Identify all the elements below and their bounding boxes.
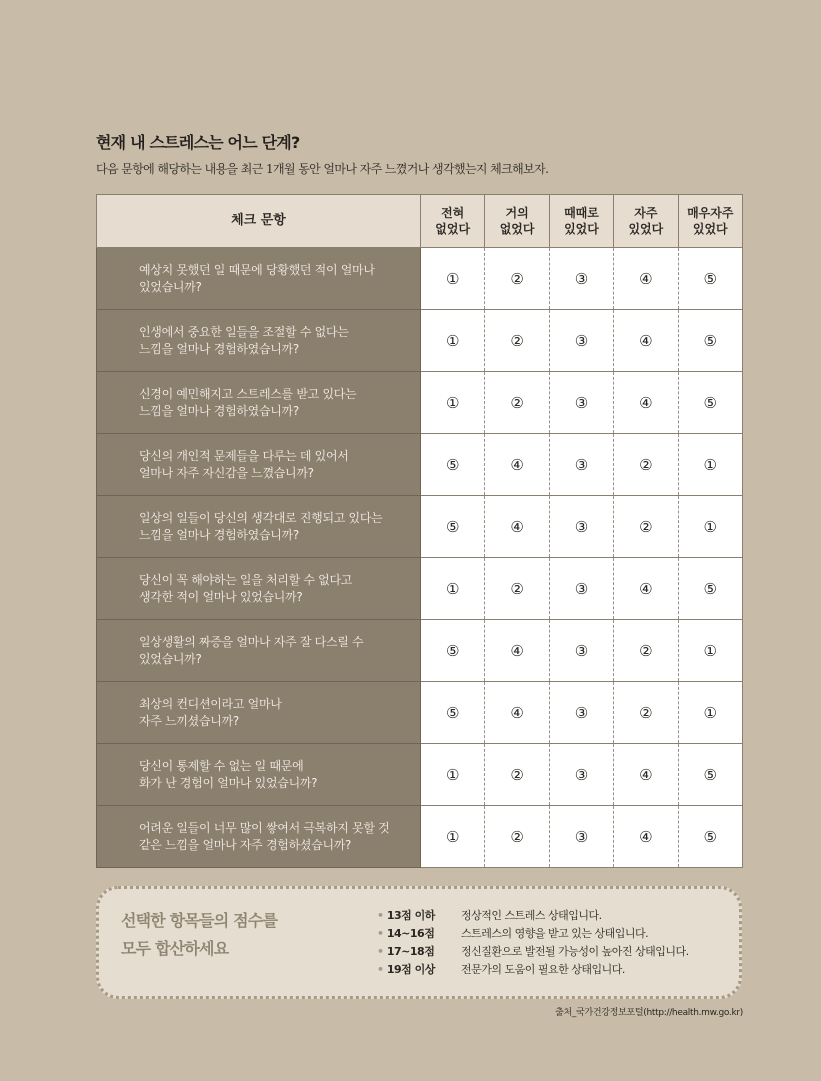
table-header-row [97,195,743,248]
summary-title-line: 모두 합산하세요 [121,939,229,958]
score-option-cell[interactable]: ③ [549,744,613,806]
question-cell [97,558,421,620]
question-text-line: 신경이 예민해지고 스트레스를 받고 있다는 [139,386,357,401]
table-body [97,248,743,868]
score-description: 정상적인 스트레스 상태입니다. [461,909,602,922]
score-option-cell[interactable]: ⑤ [678,310,742,372]
option-header-line: 매우자주 [687,206,734,220]
question-text-line: 예상치 못했던 일 때문에 당황했던 적이 얼마나 [139,262,375,277]
score-option-cell[interactable]: ② [485,744,549,806]
score-range-item [377,943,689,961]
score-option-cell[interactable]: ② [614,434,678,496]
question-cell [97,496,421,558]
option-header-line: 없었다 [499,222,535,236]
score-option-cell[interactable]: ② [614,496,678,558]
score-option-cell[interactable]: ③ [549,496,613,558]
score-option-cell[interactable]: ② [614,682,678,744]
question-cell [97,620,421,682]
score-option-cell[interactable]: ④ [614,806,678,868]
option-header [678,195,742,248]
question-text-line: 당신의 개인적 문제들을 다루는 데 있어서 [139,448,349,463]
score-option-cell[interactable]: ③ [549,310,613,372]
question-text-line: 느낌을 얼마나 경험하였습니까? [139,403,299,418]
score-option-cell[interactable]: ③ [549,372,613,434]
question-text-line: 화가 난 경험이 얼마나 있었습니까? [139,775,318,790]
score-option-cell[interactable]: ② [485,248,549,310]
question-cell [97,682,421,744]
score-option-cell[interactable]: ③ [549,620,613,682]
summary-title-line: 선택한 항목들의 점수를 [121,911,278,930]
score-option-cell[interactable]: ① [678,496,742,558]
option-header [614,195,678,248]
table-row [97,372,743,434]
score-option-cell[interactable]: ④ [485,682,549,744]
score-description: 전문가의 도움이 필요한 상태입니다. [461,963,625,976]
score-range-item [377,925,689,943]
score-range: • 17~18점 [377,943,461,961]
table-row [97,744,743,806]
option-header-line: 때때로 [564,206,599,220]
stress-checklist-table [96,194,743,868]
question-cell [97,806,421,868]
question-text-line: 얼마나 자주 자신감을 느꼈습니까? [139,465,314,480]
score-option-cell[interactable]: ① [421,744,485,806]
question-text-line: 인생에서 중요한 일들을 조절할 수 없다는 [139,324,349,339]
score-option-cell[interactable]: ③ [549,248,613,310]
option-header-line: 있었다 [564,222,599,236]
score-option-cell[interactable]: ⑤ [678,372,742,434]
question-text-line: 어려운 일들이 너무 많이 쌓여서 극복하지 못할 것 [139,820,390,835]
table-row [97,558,743,620]
question-text-line: 일상의 일들이 당신의 생각대로 진행되고 있다는 [139,510,383,525]
question-text-line: 생각한 적이 얼마나 있었습니까? [139,589,303,604]
page-title: 현재 내 스트레스는 어느 단계? [96,133,300,152]
question-cell [97,372,421,434]
question-text-line: 느낌을 얼마나 경험하였습니까? [139,527,299,542]
score-option-cell[interactable]: ④ [614,248,678,310]
page-subtitle: 다음 문항에 해당하는 내용을 최근 1개월 동안 얼마나 자주 느꼈거나 생각했는지 체크해보자. [96,162,549,176]
question-text-line: 당신이 통제할 수 없는 일 때문에 [139,758,304,773]
score-range: • 19점 이상 [377,961,461,979]
question-cell [97,744,421,806]
score-option-cell[interactable]: ⑤ [421,496,485,558]
score-option-cell[interactable]: ② [485,310,549,372]
option-header-line: 있었다 [628,222,664,236]
score-option-cell[interactable]: ① [678,682,742,744]
question-cell [97,310,421,372]
option-header [421,195,485,248]
question-text-line: 있었습니까? [139,279,202,294]
score-option-cell[interactable]: ① [421,248,485,310]
table-row [97,806,743,868]
option-header-line: 있었다 [692,222,728,236]
score-option-cell[interactable]: ④ [614,310,678,372]
question-text-line: 느낌을 얼마나 경험하였습니까? [139,341,299,356]
option-header-line: 거의 [505,206,529,220]
option-header-line: 전혀 [441,206,465,220]
score-option-cell[interactable]: ④ [485,434,549,496]
score-option-cell[interactable]: ① [421,310,485,372]
summary-title [121,907,277,963]
score-option-cell[interactable]: ⑤ [678,248,742,310]
score-option-cell[interactable]: ⑤ [678,744,742,806]
score-description: 정신질환으로 발전될 가능성이 높아진 상태입니다. [461,945,689,958]
score-option-cell[interactable]: ④ [614,558,678,620]
score-option-cell[interactable]: ① [678,620,742,682]
score-range-item [377,907,689,925]
score-option-cell[interactable]: ④ [614,372,678,434]
option-header [485,195,549,248]
question-text-line: 같은 느낌을 얼마나 자주 경험하셨습니까? [139,837,352,852]
score-summary-box [96,886,742,999]
score-option-cell[interactable]: ② [485,372,549,434]
score-range: • 14~16점 [377,925,461,943]
score-option-cell[interactable]: ⑤ [678,806,742,868]
score-option-cell[interactable]: ② [485,806,549,868]
table-row [97,310,743,372]
question-text-line: 자주 느끼셨습니까? [139,713,239,728]
question-text-line: 일상생활의 짜증을 얼마나 자주 잘 다스릴 수 [139,634,364,649]
question-text-line: 최상의 컨디션이라고 얼마나 [139,696,282,711]
score-range-item [377,961,689,979]
score-range: • 13점 이하 [377,907,461,925]
score-option-cell[interactable]: ② [614,620,678,682]
score-range-list [377,907,689,979]
table-row [97,434,743,496]
score-option-cell[interactable]: ① [421,372,485,434]
option-header [549,195,613,248]
score-option-cell[interactable]: ④ [485,620,549,682]
question-cell [97,434,421,496]
score-description: 스트레스의 영향을 받고 있는 상태입니다. [461,927,649,940]
score-option-cell[interactable]: ⑤ [421,434,485,496]
source-credit: 출처_국가건강정보포털(http://health.mw.go.kr) [555,1008,743,1018]
score-option-cell[interactable]: ① [678,434,742,496]
table-row [97,620,743,682]
question-cell [97,248,421,310]
score-option-cell[interactable]: ⑤ [421,682,485,744]
option-header-line: 없었다 [435,222,471,236]
score-option-cell[interactable]: ⑤ [678,558,742,620]
question-column-header: 체크 문항 [97,195,421,248]
table-row [97,496,743,558]
score-option-cell[interactable]: ① [421,806,485,868]
score-option-cell[interactable]: ③ [549,806,613,868]
score-option-cell[interactable]: ③ [549,434,613,496]
option-header-line: 자주 [634,206,658,220]
score-option-cell[interactable]: ④ [485,496,549,558]
score-option-cell[interactable]: ③ [549,558,613,620]
question-text-line: 있었습니까? [139,651,202,666]
table-row [97,248,743,310]
score-option-cell[interactable]: ① [421,558,485,620]
score-option-cell[interactable]: ⑤ [421,620,485,682]
score-option-cell[interactable]: ② [485,558,549,620]
score-option-cell[interactable]: ③ [549,682,613,744]
question-text-line: 당신이 꼭 해야하는 일을 처리할 수 없다고 [139,572,353,587]
score-option-cell[interactable]: ④ [614,744,678,806]
table-row [97,682,743,744]
